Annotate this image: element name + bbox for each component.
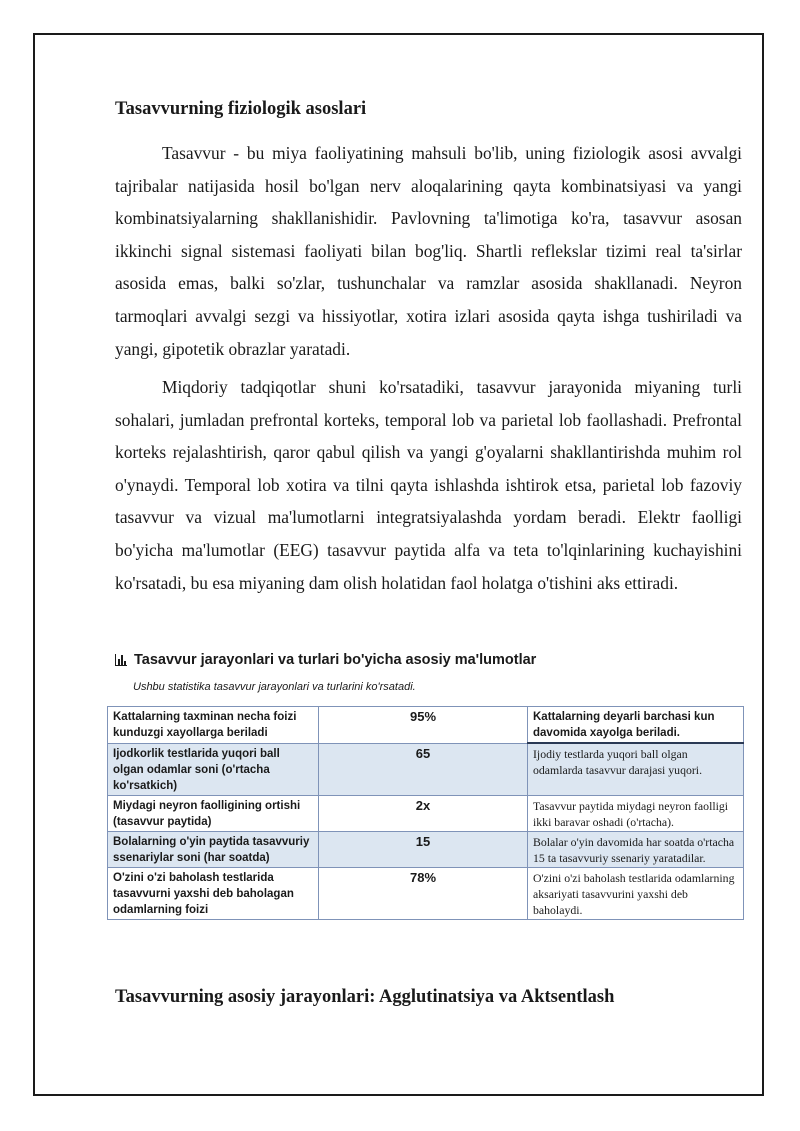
table-row (108, 743, 744, 795)
row-label: Kattalarning taxminan necha foizi kunduzgi xayollarga beriladi (108, 707, 319, 744)
row-label: O'zini o'zi baholash testlarida tasavvurni yaxshi deb baholagan odamlarning foizi (108, 867, 319, 919)
row-note: Kattalarning deyarli barchasi kun davomida xayolga beriladi. (528, 707, 744, 744)
row-label: Miydagi neyron faolligining ortishi (tasavvur paytida) (108, 795, 319, 831)
row-value: 2x (319, 795, 528, 831)
table-row (108, 831, 744, 867)
row-value: 78% (319, 867, 528, 919)
stats-table (107, 706, 744, 920)
row-value: 15 (319, 831, 528, 867)
row-note: Bolalar o'yin davomida har soatda o'rtacha 15 ta tasavvuriy ssenariy yaratadilar. (528, 831, 744, 867)
stats-description: Ushbu statistika tasavvur jarayonlari va turlarini ko'rsatadi. (133, 681, 416, 693)
row-note: Ijodiy testlarda yuqori ball olgan odamlarda tasavvur darajasi yuqori. (528, 743, 744, 795)
row-label: Ijodkorlik testlarida yuqori ball olgan odamlar soni (o'rtacha ko'rsatkich) (108, 743, 319, 795)
table-row (108, 707, 744, 744)
bar-chart-icon (115, 654, 127, 666)
stats-title-text: Tasavvur jarayonlari va turlari bo'yicha asosiy ma'lumotlar (134, 652, 537, 668)
section-heading: Tasavvurning asosiy jarayonlari: Agglutinatsiya va Aktsentlash (115, 987, 615, 1007)
row-value: 95% (319, 707, 528, 744)
paragraph: Tasavvur - bu miya faoliyatining mahsuli bo'lib, uning fiziologik asosi avvalgi tajribalar natijasida hosil bo'lgan nerv aloqalarining qayta kombinatsiyasi va yangi kombinatsiyalarning shakllanishidir. Pavlovning ta'limotiga ko'ra, tasavvur asosan ikkinchi signal sistemasi faoliyati bilan bog'liq. Shartli reflekslar tizimi real ta'sirlar asosida emas, balki so'zlar, tushunchalar va ramzlar asosida shakllanadi. Neyron tarmoqlari avvalgi sezgi va hissiyotlar, xotira izlari asosida qayta ishga tushiriladi va yangi, gipotetik obrazlar yaratadi. (115, 143, 742, 359)
row-label: Bolalarning o'yin paytida tasavvuriy ssenariylar soni (har soatda) (108, 831, 319, 867)
table-row (108, 795, 744, 831)
row-note: Tasavvur paytida miydagi neyron faolligi ikki baravar oshadi (o'rtacha). (528, 795, 744, 831)
paragraph: Miqdoriy tadqiqotlar shuni ko'rsatadiki, tasavvur jarayonida miyaning turli sohalari, jumladan prefrontal korteks, temporal lob va parietal lob faollashadi. Prefrontal korteks rejalashtirish, qaror qabul qilish va yangi g'oyalarni shakllantirishda muhim rol o'ynaydi. Temporal lob xotira va tilni qayta ishlashda ishtirok etsa, parietal lob fazoviy tasavvur va vizual ma'lumotlarni integratsiyalashda yordam beradi. Elektr faolligi bo'yicha ma'lumotlar (EEG) tasavvur paytida alfa va teta to'lqinlarining kuchayishini ko'rsatadi, bu esa miyaning dam olish holatidan faol holatga o'tishini aks ettiradi. (115, 377, 742, 593)
section-heading: Tasavvurning fiziologik asoslari (115, 99, 367, 119)
stats-title (115, 652, 536, 668)
table-row (108, 867, 744, 919)
row-note: O'zini o'zi baholash testlarida odamlarning aksariyati tasavvurini yaxshi deb baholaydi. (528, 867, 744, 919)
row-value: 65 (319, 743, 528, 795)
